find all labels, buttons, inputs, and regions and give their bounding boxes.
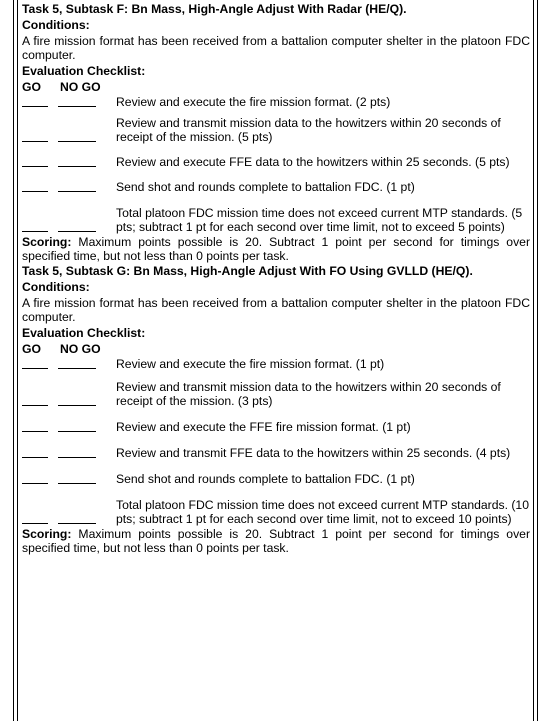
go-column-header: GO: [22, 80, 41, 94]
checklist-item: [22, 95, 530, 109]
left-margin-line-outer: [13, 0, 14, 721]
nogo-blank[interactable]: [58, 523, 96, 524]
left-margin-line-inner: [17, 0, 18, 721]
scoring-text: Maximum points possible is 20. Subtract 1 point per second for timings over specified time, but not less than 0 points per task.: [22, 527, 530, 555]
go-blank[interactable]: [22, 523, 48, 524]
nogo-blank[interactable]: [58, 483, 96, 484]
subtask-g-scoring: [22, 527, 530, 555]
checklist-item: [22, 116, 530, 144]
subtask-f-checklist-label: Evaluation Checklist:: [22, 64, 146, 78]
checklist-item-text: Review and execute the fire mission format. (2 pts): [116, 95, 391, 109]
nogo-blank[interactable]: [58, 141, 96, 142]
checklist-item-text: Review and transmit mission data to the howitzers within 20 seconds of receipt of the mission. (3 pts): [116, 380, 501, 408]
go-blank[interactable]: [22, 457, 48, 458]
subtask-g-section: [22, 264, 530, 555]
scoring-text: Maximum points possible is 20. Subtract 1 point per second for timings over specified time, but not less than 0 points per task.: [22, 235, 530, 263]
nogo-blank[interactable]: [58, 431, 96, 432]
checklist-item: [22, 472, 530, 486]
checklist-item: [22, 380, 530, 408]
right-margin-line-inner: [533, 0, 534, 721]
subtask-g-checklist-label: Evaluation Checklist:: [22, 326, 146, 340]
go-blank[interactable]: [22, 166, 48, 167]
go-blank[interactable]: [22, 483, 48, 484]
subtask-g-column-headers: [22, 342, 530, 356]
checklist-item-text: Send shot and rounds complete to battalion FDC. (1 pt): [116, 472, 415, 486]
checklist-item: [22, 498, 530, 526]
checklist-item-text: Review and transmit mission data to the howitzers within 20 seconds of receipt of the mission. (5 pts): [116, 116, 501, 144]
nogo-blank[interactable]: [58, 457, 96, 458]
subtask-g-conditions-text: A fire mission format has been received from a battalion computer shelter in the platoon FDC computer.: [22, 296, 530, 324]
checklist-item-text: Send shot and rounds complete to battalion FDC. (1 pt): [116, 180, 415, 194]
scoring-label: Scoring:: [22, 235, 72, 249]
nogo-blank[interactable]: [58, 231, 96, 232]
subtask-f-column-headers: [22, 80, 530, 94]
go-blank[interactable]: [22, 191, 48, 192]
subtask-f-title: Task 5, Subtask F: Bn Mass, High-Angle Adjust With Radar (HE/Q).: [22, 2, 407, 16]
go-blank[interactable]: [22, 431, 48, 432]
nogo-blank[interactable]: [58, 405, 96, 406]
checklist-item-text: Review and execute FFE data to the howitzers within 25 seconds. (5 pts): [116, 155, 510, 169]
nogo-blank[interactable]: [58, 166, 96, 167]
checklist-item: [22, 357, 530, 371]
checklist-item: [22, 180, 530, 194]
checklist-item: [22, 420, 530, 434]
go-blank[interactable]: [22, 106, 48, 107]
scoring-label: Scoring:: [22, 527, 72, 541]
go-blank[interactable]: [22, 368, 48, 369]
right-margin-line-outer: [537, 0, 538, 721]
subtask-f-conditions-text: A fire mission format has been received from a battalion computer shelter in the platoon FDC computer.: [22, 34, 530, 62]
subtask-f-scoring: [22, 235, 530, 263]
nogo-blank[interactable]: [58, 368, 96, 369]
nogo-blank[interactable]: [58, 106, 96, 107]
checklist-item-text: Total platoon FDC mission time does not exceed current MTP standards. (10 pts; subtract 1 pt for each second over time limit, not to exceed 10 points): [116, 498, 529, 526]
go-column-header: GO: [22, 342, 41, 356]
nogo-column-header: NO GO: [60, 342, 101, 356]
checklist-item-text: Review and execute the FFE fire mission format. (1 pt): [116, 420, 411, 434]
go-blank[interactable]: [22, 231, 48, 232]
checklist-item-text: Review and transmit FFE data to the howitzers within 25 seconds. (4 pts): [116, 446, 511, 460]
checklist-item: [22, 155, 530, 169]
nogo-column-header: NO GO: [60, 80, 101, 94]
subtask-f-conditions-label: Conditions:: [22, 18, 90, 32]
go-blank[interactable]: [22, 405, 48, 406]
checklist-item: [22, 446, 530, 460]
document-body: [22, 2, 530, 555]
nogo-blank[interactable]: [58, 191, 96, 192]
subtask-g-conditions-label: Conditions:: [22, 280, 90, 294]
go-blank[interactable]: [22, 141, 48, 142]
subtask-g-title: Task 5, Subtask G: Bn Mass, High-Angle Adjust With FO Using GVLLD (HE/Q).: [22, 264, 473, 278]
checklist-item-text: Review and execute the fire mission format. (1 pt): [116, 357, 385, 371]
checklist-item-text: Total platoon FDC mission time does not exceed current MTP standards. (5 pts; subtract 1 pt for each second over time limit, not to exceed 5 points): [116, 206, 523, 234]
subtask-f-section: [22, 2, 530, 263]
checklist-item: [22, 206, 530, 234]
